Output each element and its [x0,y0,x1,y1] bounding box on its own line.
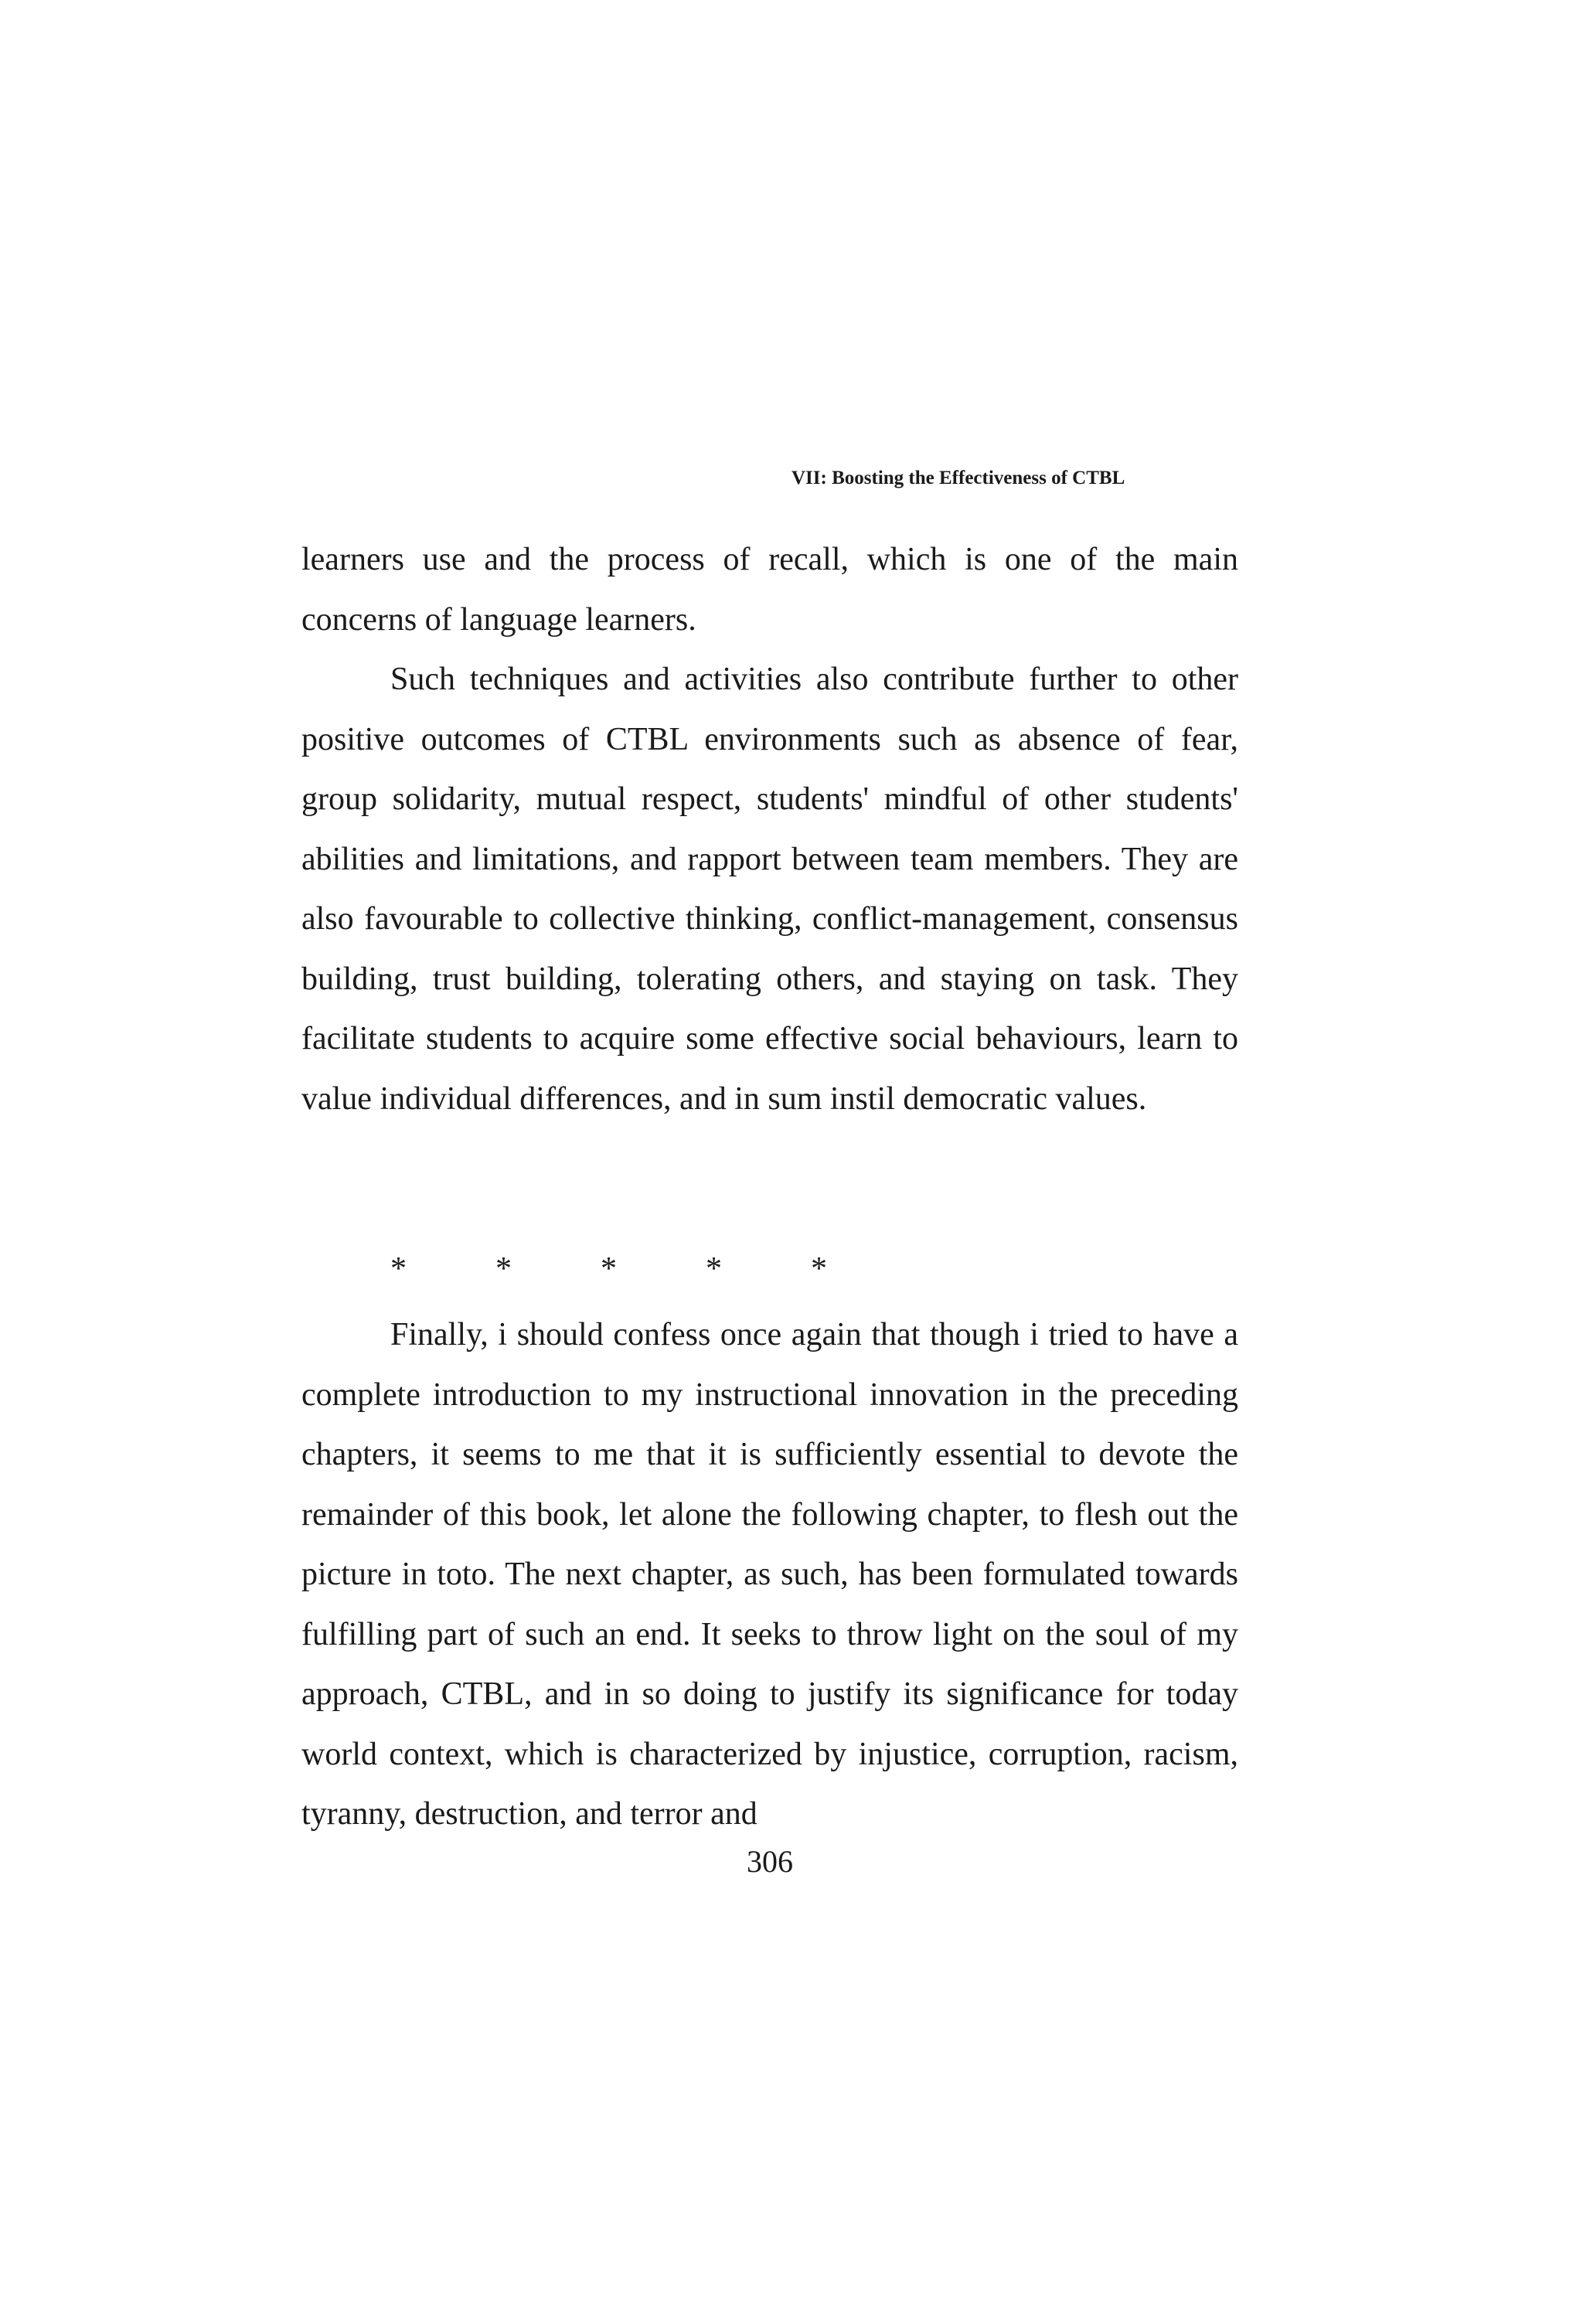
section-break-asterisk: * [390,1251,407,1287]
paragraph-techniques: Such techniques and activities also contribute further to other positive outcomes of CTBL environments such as absence of fear, group solidarity, mutual respect, students' mindful of other students' abilities and limitations, and rapport between team members. They are also favourable to collective thinking, conflict-management, consensus building, trust building, tolerating others, and staying on task. They facilitate students to acquire some effective social behaviours, learn to value individual differences, and in sum instil democratic values. [301,662,1238,1117]
section-break [390,1246,916,1292]
paragraph-finally: Finally, i should confess once again that though i tried to have a complete introduction to my instructional innovation in the preceding chapters, it seems to me that it is sufficiently essential to devote the remainder of this book, let alone the following chapter, to flesh out the picture in toto. The next chapter, as such, has been formulated towards fulfilling part of such an end. It seeks to throw light on the soul of my approach, CTBL, and in so doing to justify its significance for today world context, which is characterized by injustice, corruption, racism, tyranny, destruction, and terror and [301,1317,1238,1832]
page-number: 306 [747,1844,793,1879]
text-block-bottom [301,1305,1238,1845]
running-header: VII: Boosting the Effectiveness of CTBL [792,468,1125,488]
text-block-top [301,530,1238,1129]
section-break-asterisk: * [706,1251,722,1287]
section-break-asterisk: * [601,1251,617,1287]
section-break-asterisk: * [495,1251,512,1287]
section-break-asterisk: * [811,1251,827,1287]
paragraph-continuation: learners use and the process of recall, which is one of the main concerns of language learners. [301,542,1238,638]
